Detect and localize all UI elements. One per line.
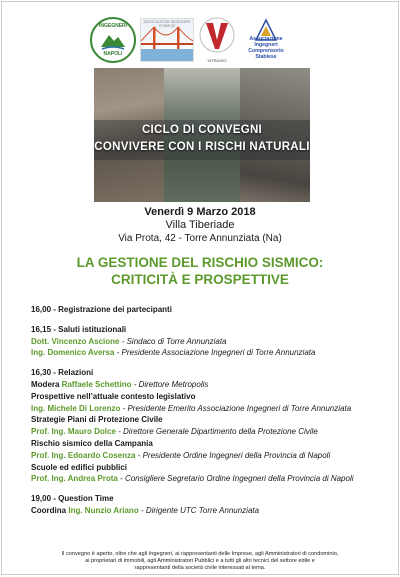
program-time-label: 19,00 - Question Time [31,494,114,504]
speaker-role: - Direttore Generale Dipartimento della Protezione Civile [115,427,318,437]
footer-line-3: rappresentanti della società civile interessati al tema. [134,564,266,571]
bridge-logo [140,18,194,62]
event-info [2,205,398,245]
vitruvio-logo [198,16,236,64]
program-block-greetings [31,324,384,359]
speaker-line [31,347,384,359]
talk-topic: Rischio sismico della Campania [31,438,153,448]
speaker-line [31,473,384,485]
speaker-role: - Presidente Emerito Associazione Ingegneri di Torre Annunziata [120,403,352,413]
program-block-registration [31,304,384,316]
flyer-page [1,1,399,575]
speaker-line [31,426,384,438]
coordinator-line [31,505,384,517]
program-time-label: 16,00 - Registrazione dei partecipanti [31,305,172,314]
associazione-ingegneri-logo [240,16,292,64]
coordinator-prefix: Coordina [31,505,69,515]
associazione-name-line2: Comprensorio Stabiese [248,48,284,60]
footer-line-1: Il convegno è aperto, oltre che agli Ingegneri, ai rappresentanti delle Imprese, agli Amministratori di condominio, [61,551,339,557]
program-block-talks [31,367,384,485]
vitruvio-v-icon [198,16,236,56]
speaker-role: - Presidente Ordine Ingegneri della Provincia di Napoli [135,450,331,460]
associazione-name-line1: Associazione Ingegneri [249,36,283,48]
talk-topic: Scuole ed edifici pubblici [31,462,128,472]
footer-line-2: ai proprietari di immobili, agli Amministratori Pubblici e a tutti gli altri tecnici del settore edile e [85,557,315,564]
bridge-logo-caption: ASSOCIAZIONE INGEGNERI STABIESE [143,20,191,28]
talk-topic: Prospettive nell’attuale contesto legislativo [31,391,196,401]
talk-topic: Strategie Piani di Protezione Civile [31,415,163,425]
speaker-name: Prof. Ing. Mauro Dolce [31,427,116,437]
logo-ring-bottom-text: NAPOLI [103,51,123,57]
speaker-role: - Presidente Associazione Ingegneri di Torre Annunziata [114,348,316,358]
speaker-name: Prof. Ing. Edoardo Cosenza [31,450,136,460]
program-time-label: 16,30 - Relazioni [31,368,94,378]
speaker-name: Ing. Domenico Aversa [31,348,115,358]
bridge-icon [141,19,193,61]
ingegneri-napoli-logo [90,17,136,63]
speaker-role: - Consigliere Segretario Ordine Ingegneri della Provincia di Napoli [117,474,354,484]
associazione-name [240,36,292,60]
banner-line-1: CICLO DI CONVEGNI [141,124,263,136]
speaker-role: - Sindaco di Torre Annunziata [119,336,227,346]
moderator-role: - Direttore Metropolis [131,379,209,389]
footer-note [24,551,376,571]
speaker-name: Dott. Vincenzo Ascione [31,336,120,346]
speaker-line [31,336,384,348]
moderator-line [31,379,384,391]
speaker-line [31,403,384,415]
speaker-line [31,450,384,462]
program-block-question-time [31,493,384,517]
vitruvio-caption: VITRUVIO [207,58,227,63]
moderator-prefix: Modera [31,379,62,389]
conference-title-line1: LA GESTIONE DEL RISCHIO SISMICO: [76,255,324,270]
banner-line-2: CONVIVERE CON I RISCHI NATURALI [94,141,310,153]
moderator-name: Raffaele Schettino [61,379,132,389]
speaker-name: Ing. Michele Di Lorenzo [31,403,121,413]
program-time-label: 16,15 - Saluti istituzionali [31,324,127,334]
conference-title [2,254,398,288]
conference-title-line2: CRITICITÀ E PROSPETTIVE [111,272,289,287]
event-date: Venerdì 9 Marzo 2018 [144,206,256,218]
logo-ring-top-text: INGEGNERI [98,23,128,29]
logos-row [90,12,330,68]
coordinator-role: - Dirigente UTC Torre Annunziata [138,505,260,515]
event-venue: Villa Tiberiade [165,219,235,231]
speaker-name: Prof. Ing. Andrea Prota [31,474,118,484]
program [31,304,384,525]
hero-photo-collage [94,68,310,202]
event-address: Via Prota, 42 - Torre Annunziata (Na) [118,233,282,244]
coordinator-name: Ing. Nunzio Ariano [68,505,139,515]
